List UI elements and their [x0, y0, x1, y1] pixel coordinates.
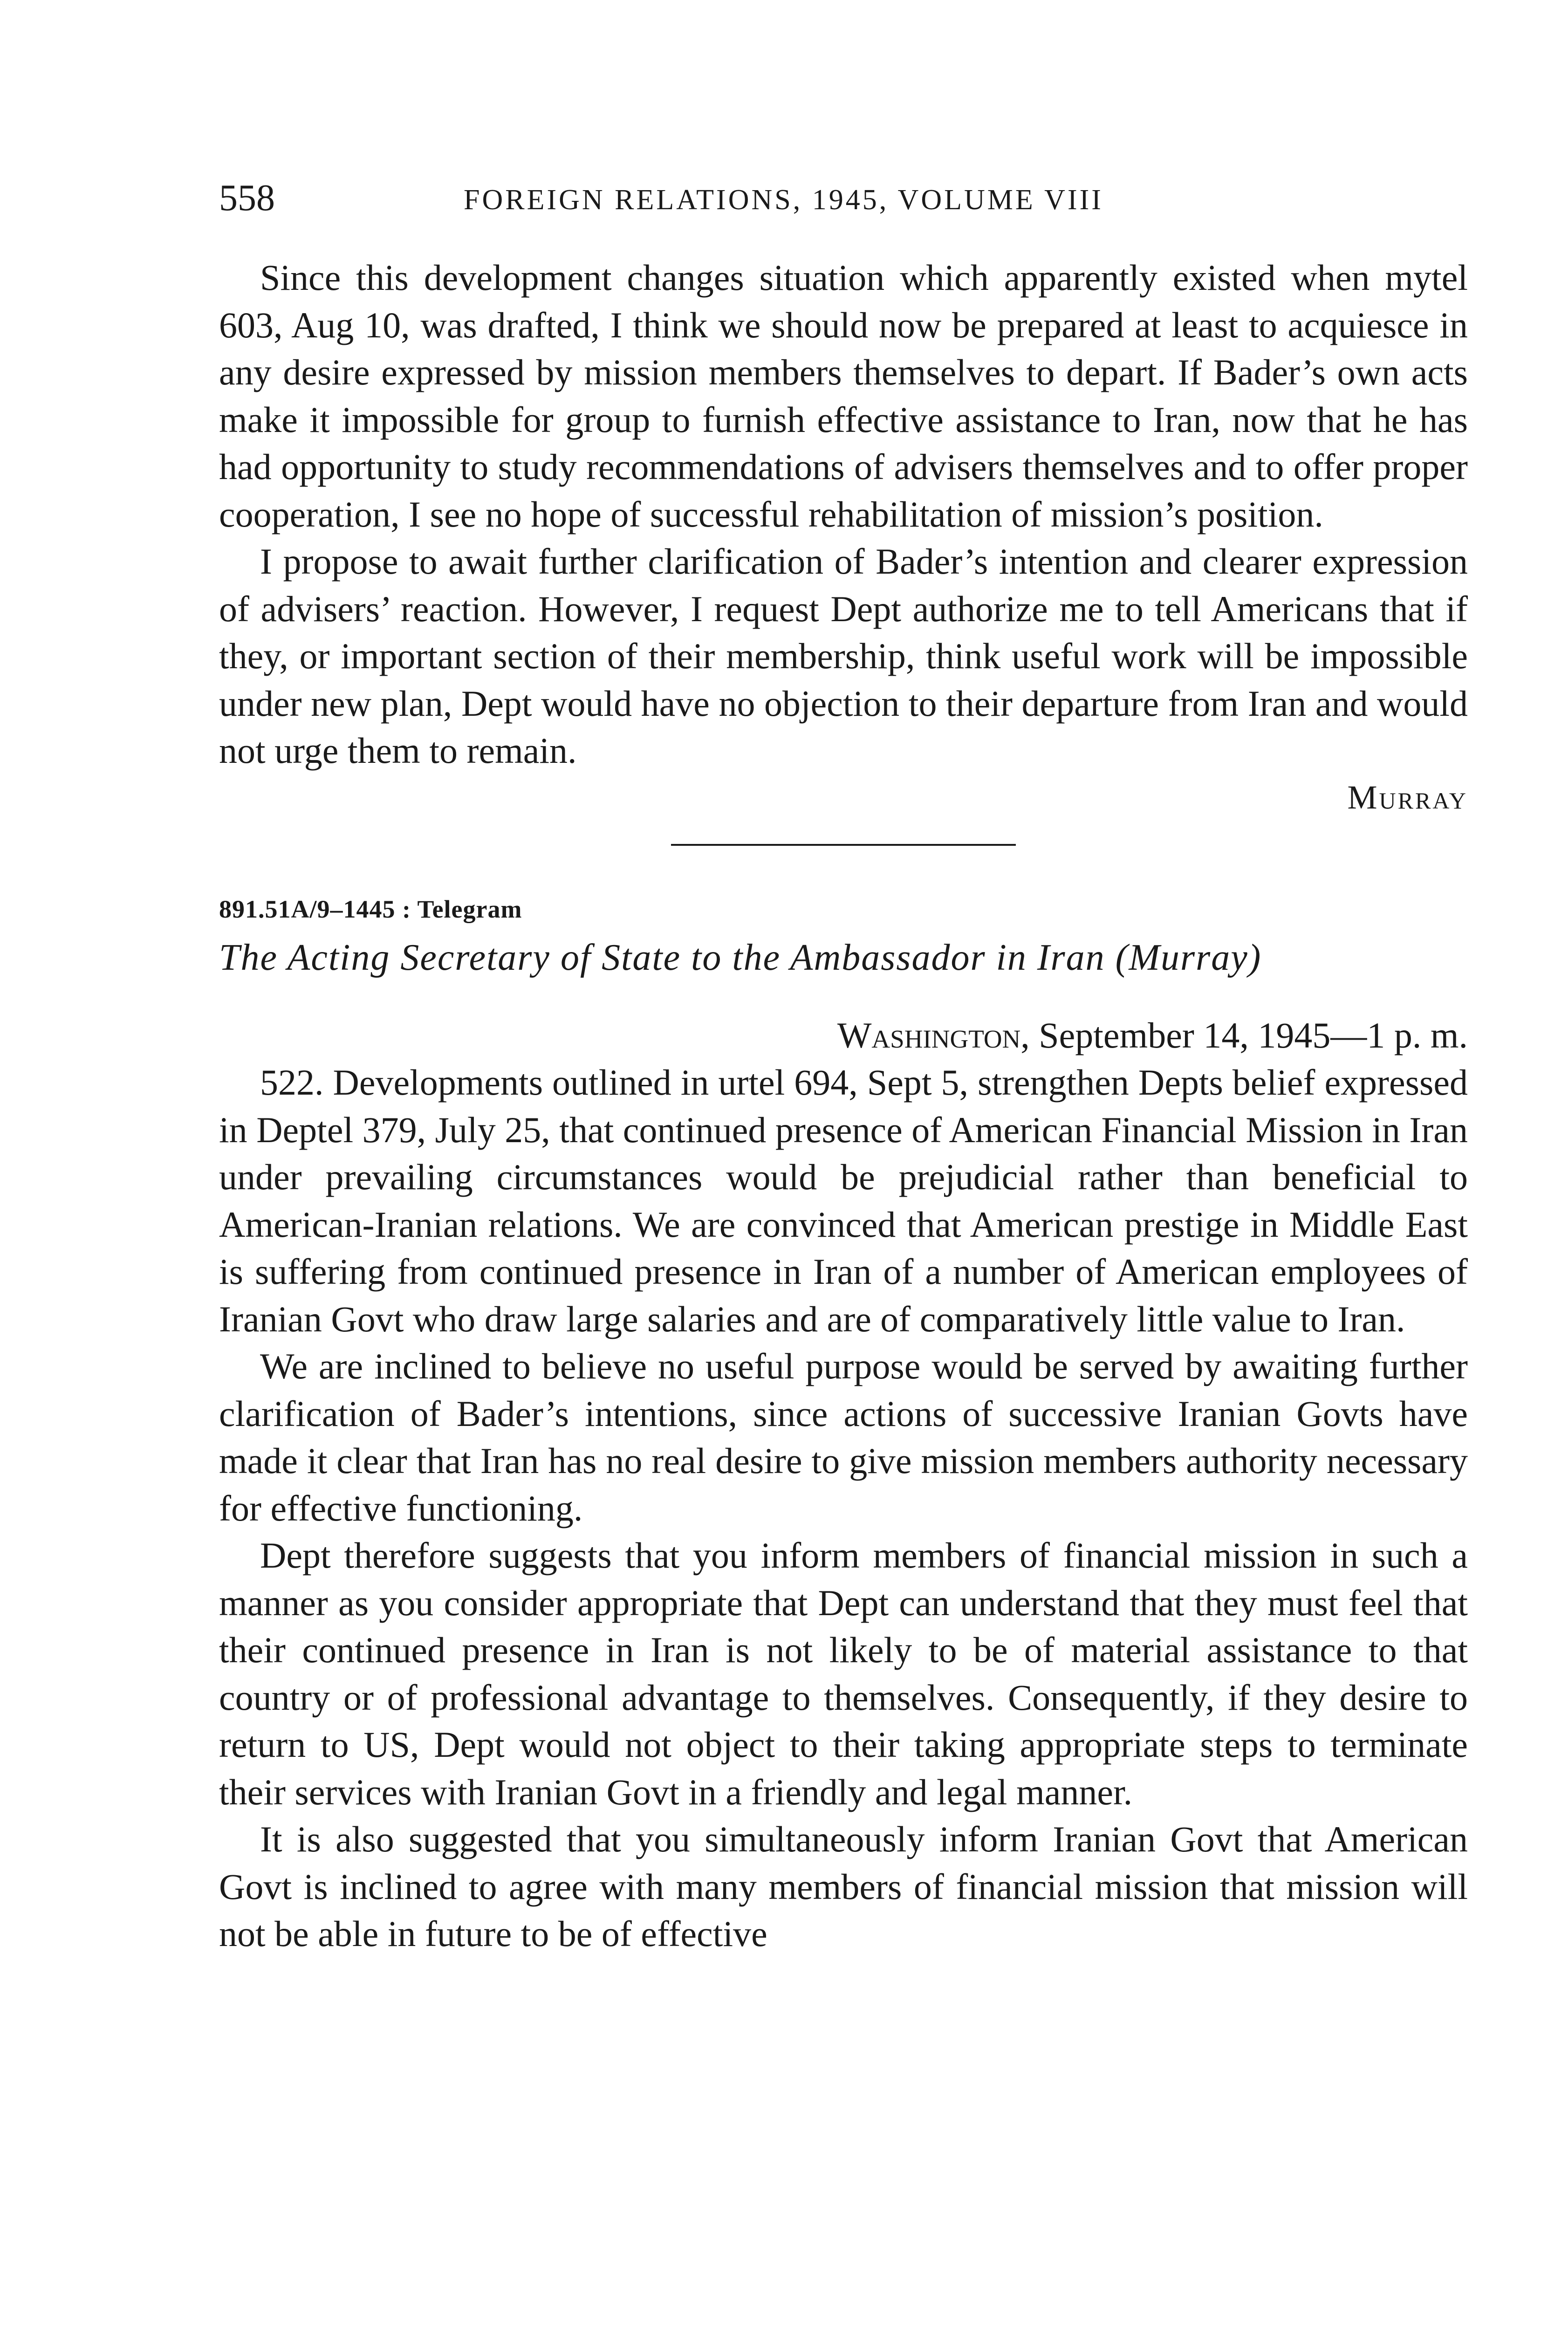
- continuation-paragraph-2: I propose to await further clarification of Bader’s intention and clearer expression of advisers’ reaction. However, I request Dept authorize me to tell Americans that if they, or important section of their membership, think useful work will be impossible under new plan, Dept would have no objection to their departure from Iran and would not urge them to remain.: [219, 541, 1468, 771]
- document-title: The Acting Secretary of State to the Ambassador in Iran (Murray): [219, 937, 1262, 978]
- dateline-place: Washington: [837, 1014, 1021, 1055]
- telegram-paragraph-4: It is also suggested that you simultaneously inform Iranian Govt that American Govt is inclined to agree with many members of financial mission that mission will not be able in future to be of effective: [219, 1819, 1468, 1954]
- telegram-paragraph-1: 522. Developments outlined in urtel 694, Sept 5, strengthen Depts belief expressed in Deptel 379, July 25, that continued presence of American Financial Mission in Iran under prevailing circumstances would be prejudicial rather than beneficial to American-Iranian relations. We are convinced that American prestige in Middle East is suffering from continued presence in Iran of a number of American employees of Iranian Govt who draw large salaries and are of comparatively little value to Iran.: [219, 1062, 1468, 1339]
- document-page: [219, 177, 1468, 1958]
- running-title: FOREIGN RELATIONS, 1945, VOLUME VIII: [464, 184, 1103, 216]
- dateline-date: , September 14, 1945—1 p. m.: [1020, 1014, 1468, 1055]
- continuation-paragraph-1: Since this development changes situation which apparently existed when mytel 603, Aug 10, was drafted, I think we should now be prepared at least to acquiesce in any desire expressed by mission members themselves to depart. If Bader’s own acts make it impossible for group to furnish effective assistance to Iran, now that he has had opportunity to study recommendations of advisers themselves and to offer proper cooperation, I see no hope of successful rehabilitation of mission’s position.: [219, 257, 1468, 535]
- signature: Murray: [1347, 778, 1468, 816]
- page-number: 558: [219, 178, 275, 219]
- telegram-paragraph-3: Dept therefore suggests that you inform members of financial mission in such a manner as you consider appropriate that Dept can understand that they must feel that their continued presence in Iran is not likely to be of material assistance to that country or of professional advantage to themselves. Consequently, if they desire to return to US, Dept would not object to their taking appropriate steps to terminate their services with Iranian Govt in a friendly and legal manner.: [219, 1535, 1468, 1812]
- section-divider: [671, 844, 1016, 846]
- telegram-paragraph-2: We are inclined to believe no useful purpose would be served by awaiting further clarification of Bader’s intentions, since actions of successive Iranian Govts have made it clear that Iran has no real desire to give mission members authority necessary for effective functioning.: [219, 1346, 1468, 1528]
- file-reference: 891.51A/9–1445 : Telegram: [219, 895, 522, 923]
- running-header: [219, 177, 1468, 228]
- dateline: [219, 1012, 1468, 1059]
